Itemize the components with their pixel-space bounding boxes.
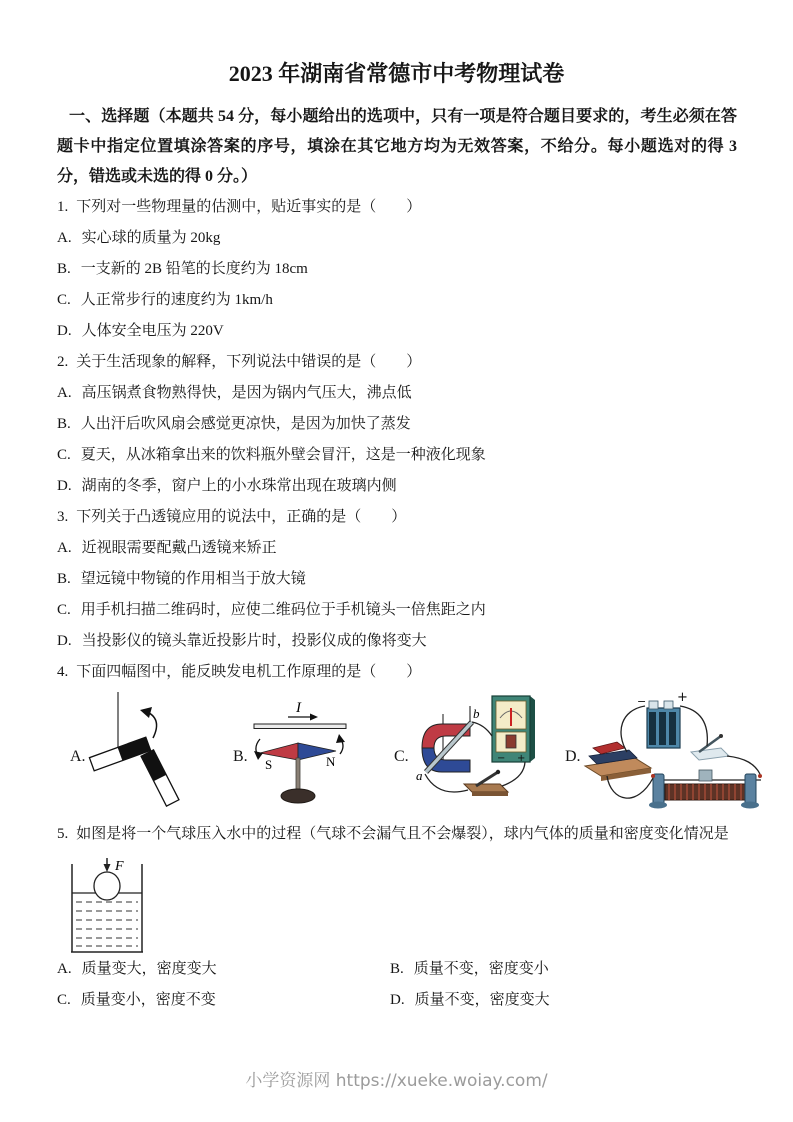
question-text: 如图是将一个气球压入水中的过程（气球不会漏气且不会爆裂），球内气体的质量和密度变化情况是 (76, 826, 729, 842)
watermark-footer: 小学资源网 https://xueke.woiay.com/ (245, 1071, 548, 1091)
wire-meter-to-switch (502, 762, 525, 786)
figure-c-label: C. (394, 748, 409, 765)
question-number: 3. (57, 509, 69, 525)
compass-stand-base (281, 789, 315, 803)
galvanometer-plus: + (517, 753, 526, 764)
galvanometer-coil-window (506, 735, 516, 748)
rheostat-left-foot (649, 802, 667, 809)
option-text: 近视眼需要配戴凸透镜来矫正 (81, 540, 277, 556)
option-label: C. (57, 992, 71, 1008)
question-1-option-d (57, 316, 763, 347)
figure-d-label: D. (565, 748, 581, 765)
option-text: 人出汗后吹风扇会感觉更凉快，是因为加快了蒸发 (80, 416, 411, 432)
option-text: 湖南的冬季，窗户上的小水珠常出现在玻璃内侧 (81, 478, 397, 494)
option-label: D. (57, 323, 72, 339)
page-title: 2023 年湖南省常德市中考物理试卷 (228, 61, 565, 86)
balloon (94, 872, 120, 900)
question-1-stem (57, 192, 763, 223)
switch-base-front (472, 792, 508, 796)
question-1-option-b (57, 254, 763, 285)
option-label: A. (57, 961, 72, 977)
conducting-wire (254, 724, 346, 729)
option-label: B. (57, 261, 71, 277)
galvanometer-minus: − (497, 753, 506, 764)
question-5-option-c (57, 985, 390, 1016)
suspended-bar-magnets-figure (85, 692, 215, 808)
water-dashes (76, 902, 138, 946)
force-arrowhead (104, 864, 111, 872)
question-1 (57, 192, 763, 347)
question-5-stem (57, 819, 763, 850)
option-text: 实心球的质量为 20kg (81, 230, 221, 246)
figure-b-label: B. (233, 748, 248, 765)
q4-figure-row (0, 688, 793, 810)
option-label: C. (57, 447, 71, 463)
balloon-pressed-in-water-figure (63, 856, 158, 954)
wire-switch-to-rheostat (727, 756, 760, 774)
option-label: D. (390, 992, 405, 1008)
battery-slat (659, 712, 666, 745)
option-label: A. (57, 230, 72, 246)
option-label: C. (57, 602, 71, 618)
option-label: B. (57, 571, 71, 587)
question-3-option-a (57, 533, 763, 564)
hanging-bar-magnet (89, 737, 150, 771)
question-2-option-b (57, 409, 763, 440)
option-text: 质量不变，密度变大 (414, 992, 550, 1008)
question-1-option-c (57, 285, 763, 316)
question-3-stem (57, 502, 763, 533)
rheostat-left-post (651, 774, 655, 778)
option-text: 质量不变，密度变小 (413, 961, 549, 977)
motor-battery-circuit-figure (583, 688, 793, 810)
south-pole-label: S (265, 757, 273, 772)
rheostat-left-support (653, 774, 664, 804)
battery-slat (669, 712, 676, 745)
question-text: 下列关于凸透镜应用的说法中，正确的是（ ） (76, 509, 407, 525)
switch-base (464, 784, 508, 792)
north-pole-label: N (326, 754, 336, 769)
battery-cap-right (664, 701, 673, 709)
figure-a-label: A. (70, 748, 86, 765)
option-text: 质量变小，密度不变 (80, 992, 216, 1008)
question-2-option-d (57, 471, 763, 502)
wire-battery-to-switch (680, 706, 707, 746)
section-heading: 一、选择题（本题共 54 分，每小题给出的选项中，只有一项是符合题目要求的，考生必须在答题卡中指定位置填涂答案的序号，填涂在其它地方均为无效答案，不给分。每小题选对的得 3 分，错选或未选的得 0 分。） (57, 108, 737, 185)
option-text: 质量变大，密度变大 (81, 961, 217, 977)
option-text: 人正常步行的速度约为 1km/h (80, 292, 273, 308)
point-a-label: a (416, 768, 423, 783)
question-3-option-c (57, 595, 763, 626)
option-text: 人体安全电压为 220V (81, 323, 224, 339)
option-label: A. (57, 385, 72, 401)
current-arrowhead (310, 714, 318, 721)
question-number: 2. (57, 354, 69, 370)
option-label: A. (57, 540, 72, 556)
question-2-option-a (57, 378, 763, 409)
wire-switch-to-rod (425, 774, 468, 792)
switch-knob (719, 734, 723, 738)
question-5-option-b (390, 954, 793, 985)
question-number: 1. (57, 199, 69, 215)
option-text: 当投影仪的镜头靠近投影片时，投影仪成的像将变大 (81, 633, 427, 649)
rheostat-right-foot (741, 802, 759, 809)
question-1-option-a (57, 223, 763, 254)
current-label: I (296, 700, 301, 716)
question-3-option-d (57, 626, 763, 657)
battery-minus: − (637, 695, 647, 708)
option-text: 一支新的 2B 铅笔的长度约为 18cm (80, 261, 308, 277)
questions-block (57, 192, 763, 688)
wire-rod-to-meter (472, 722, 492, 736)
battery-slat (649, 712, 656, 745)
battery-plus: + (677, 690, 688, 705)
hand-held-bar-magnet (141, 750, 179, 806)
rheostat-coil (665, 784, 749, 800)
question-5-option-d (390, 985, 793, 1016)
question-number: 4. (57, 664, 69, 680)
question-3-option-b (57, 564, 763, 595)
rotation-arrowhead (140, 707, 152, 718)
rheostat-slider (699, 770, 712, 781)
force-label: F (115, 859, 124, 874)
question-text: 下面四幅图中，能反映发电机工作原理的是（ ） (76, 664, 422, 680)
wire-rheostat-to-motor (607, 776, 653, 798)
right-deflect-arrowhead (336, 734, 345, 743)
current-wire-compass-figure (252, 694, 402, 806)
galvanometer-side (530, 696, 535, 762)
question-text: 关于生活现象的解释，下列说法中错误的是（ ） (76, 354, 422, 370)
rheostat-right-post (758, 774, 762, 778)
question-4 (57, 657, 763, 688)
question-2-option-c (57, 440, 763, 471)
q5-options (57, 954, 793, 1016)
question-3 (57, 502, 763, 657)
option-label: C. (57, 292, 71, 308)
switch-base (691, 748, 729, 760)
question-text: 下列对一些物理量的估测中，贴近事实的是（ ） (76, 199, 422, 215)
q5-figure-wrap (63, 856, 793, 954)
option-text: 用手机扫描二维码时，应使二维码位于手机镜头一倍焦距之内 (80, 602, 486, 618)
rheostat-right-support (745, 774, 756, 804)
switch-knob (496, 770, 500, 774)
question-4-stem (57, 657, 763, 688)
option-text: 高压锅煮食物熟得快，是因为锅内气压大，沸点低 (81, 385, 412, 401)
point-b-label: b (473, 706, 480, 721)
battery-cap-left (649, 701, 658, 709)
option-label: D. (57, 478, 72, 494)
option-label: D. (57, 633, 72, 649)
question-2 (57, 347, 763, 502)
question-5 (57, 819, 763, 850)
option-text: 夏天，从冰箱拿出来的饮料瓶外壁会冒汗，这是一种液化现象 (80, 447, 486, 463)
option-label: B. (390, 961, 404, 977)
question-2-stem (57, 347, 763, 378)
question-number: 5. (57, 826, 69, 842)
option-label: B. (57, 416, 71, 432)
option-text: 望远镜中物镜的作用相当于放大镜 (80, 571, 306, 587)
question-5-option-a (57, 954, 390, 985)
wire-battery-to-motor (621, 706, 645, 752)
